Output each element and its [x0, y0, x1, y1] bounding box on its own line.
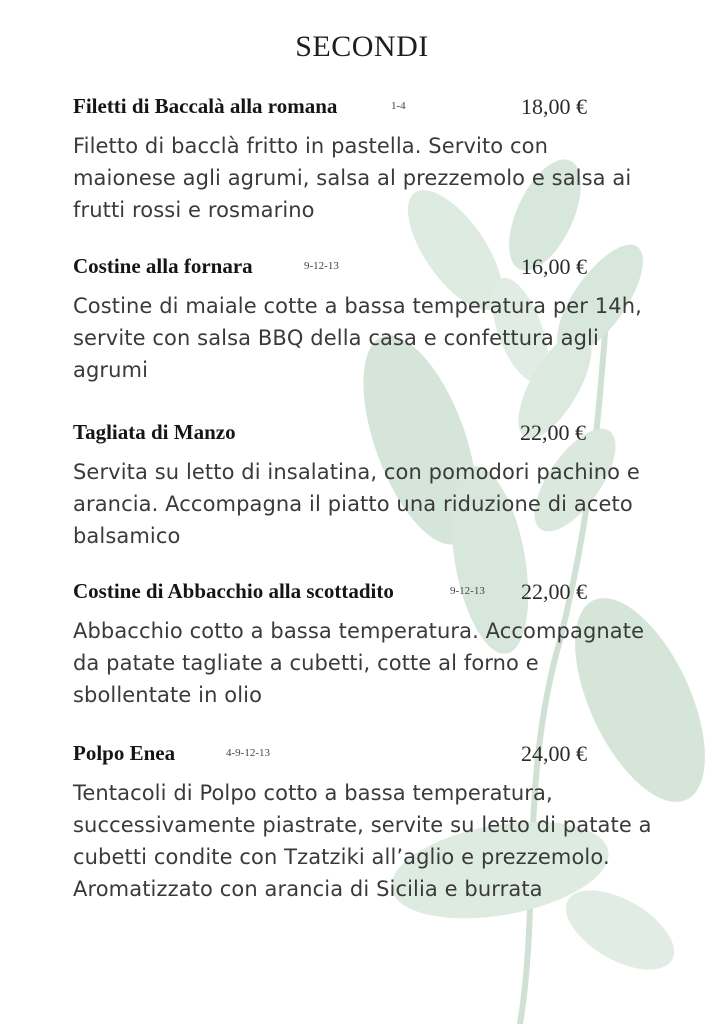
dish-name: Tagliata di Manzo — [73, 420, 236, 444]
page-title: SECONDI — [295, 30, 429, 63]
dish-price: 24,00 € — [521, 741, 587, 766]
menu-item-header — [73, 579, 653, 609]
menu-item-header — [73, 94, 653, 124]
menu-item — [73, 420, 653, 552]
menu-item — [73, 94, 653, 226]
dish-name: Polpo Enea — [73, 741, 176, 765]
dish-name: Costine alla fornara — [73, 254, 253, 278]
menu-item — [73, 579, 653, 711]
dish-description: Filetto di bacclà fritto in pastella. Servito con maionese agli agrumi, salsa al prezzemolo e salsa ai frutti rossi e rosmarino — [73, 134, 632, 222]
menu-item — [73, 741, 653, 905]
dish-allergens: 9-12-13 — [450, 585, 485, 597]
dish-allergens: 9-12-13 — [304, 260, 339, 272]
dish-description: Tentacoli di Polpo cotto a bassa temperatura, successivamente piastrate, servite su letto di patate a cubetti condite con Tzatziki all’aglio e prezzemolo. Aromatizzato con arancia di Sicilia e burrata — [73, 781, 652, 901]
dish-price: 22,00 € — [520, 420, 586, 445]
dish-description: Costine di maiale cotte a bassa temperatura per 14h, servite con salsa BBQ della casa e confettura agli agrumi — [73, 294, 642, 382]
menu-item-header — [73, 420, 653, 450]
dish-allergens: 1-4 — [391, 100, 406, 112]
menu-item-header — [73, 741, 653, 771]
dish-name: Costine di Abbacchio alla scottadito — [73, 579, 394, 603]
dish-allergens: 4-9-12-13 — [226, 747, 270, 759]
dish-description: Servita su letto di insalatina, con pomodori pachino e arancia. Accompagna il piatto una riduzione di aceto balsamico — [73, 460, 640, 548]
menu-item — [73, 254, 653, 386]
dish-name: Filetti di Baccalà alla romana — [73, 94, 338, 118]
dish-description: Abbacchio cotto a bassa temperatura. Accompagnate da patate tagliate a cubetti, cotte al forno e sbollentate in olio — [73, 619, 645, 707]
menu-item-header — [73, 254, 653, 284]
dish-price: 18,00 € — [521, 94, 587, 119]
dish-price: 16,00 € — [521, 254, 587, 279]
dish-price: 22,00 € — [521, 579, 587, 604]
